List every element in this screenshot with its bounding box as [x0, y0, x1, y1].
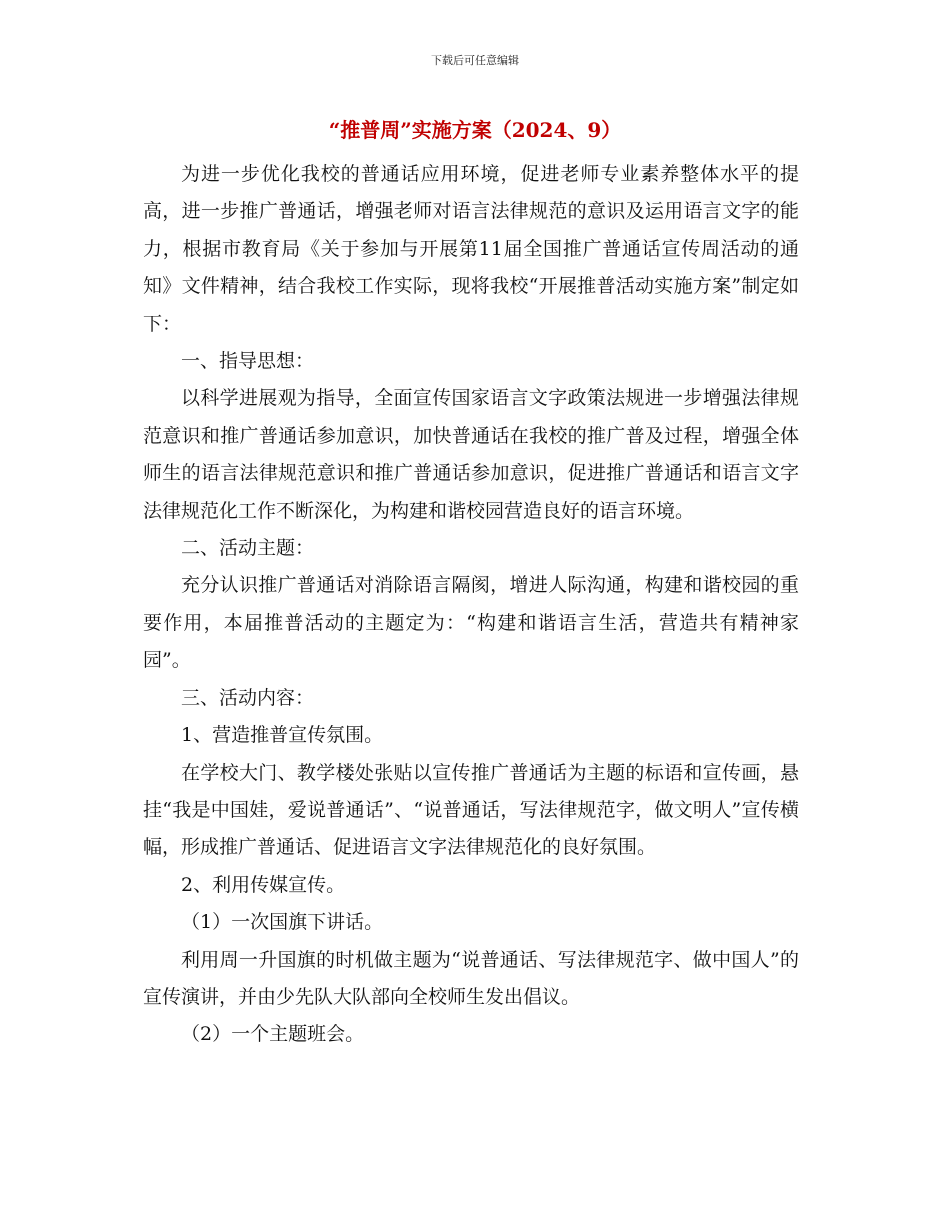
- body-paragraph: 利用周一升国旗的时机做主题为“说普通话、写法律规范字、做中国人”的宣传演讲，并由少先队大队部向全校师生发出倡议。: [143, 948, 799, 1008]
- list-item-heading: （2）一个主题班会。: [181, 1023, 365, 1046]
- subsection-heading: 1、营造推普宣传氛围。: [181, 724, 384, 747]
- body-paragraph: 充分认识推广普通话对消除语言隔阂，增进人际沟通，构建和谐校园的重要作用，本届推普活动的主题定为：“构建和谐语言生活，营造共有精神家园”。: [143, 574, 799, 672]
- list-item-heading: （1）一次国旗下讲话。: [181, 911, 384, 934]
- section-heading: 一、指导思想：: [181, 350, 315, 373]
- section-heading: 二、活动主题：: [181, 537, 315, 560]
- subsection-heading: 2、利用传媒宣传。: [181, 873, 346, 896]
- document-body: [143, 156, 799, 1054]
- body-paragraph: 在学校大门、教学楼处张贴以宣传推广普通话为主题的标语和宣传画，悬挂“我是中国娃，爱说普通话”、“说普通话，写法律规范字，做文明人”宣传横幅，形成推广普通话、促进语言文字法律规范化的良好氛围。: [143, 761, 799, 859]
- intro-paragraph: 为进一步优化我校的普通话应用环境，促进老师专业素养整体水平的提高，进一步推广普通话，增强老师对语言法律规范的意识及运用语言文字的能力，根据市教育局《关于参加与开展第11届全国推广普通话宣传周活动的通知》文件精神，结合我校工作实际，现将我校“开展推普活动实施方案”制定如下：: [143, 163, 799, 335]
- document-title: “推普周”实施方案（2024、9）: [328, 118, 622, 142]
- section-heading: 三、活动内容：: [181, 686, 315, 709]
- page-header: 下载后可任意编辑: [431, 54, 519, 67]
- body-paragraph: 以科学进展观为指导，全面宣传国家语言文字政策法规进一步增强法律规范意识和推广普通话参加意识，加快普通话在我校的推广普及过程，增强全体师生的语言法律规范意识和推广普通话参加意识，促进推广普通话和语言文字法律规范化工作不断深化，为构建和谐校园营造良好的语言环境。: [143, 387, 799, 522]
